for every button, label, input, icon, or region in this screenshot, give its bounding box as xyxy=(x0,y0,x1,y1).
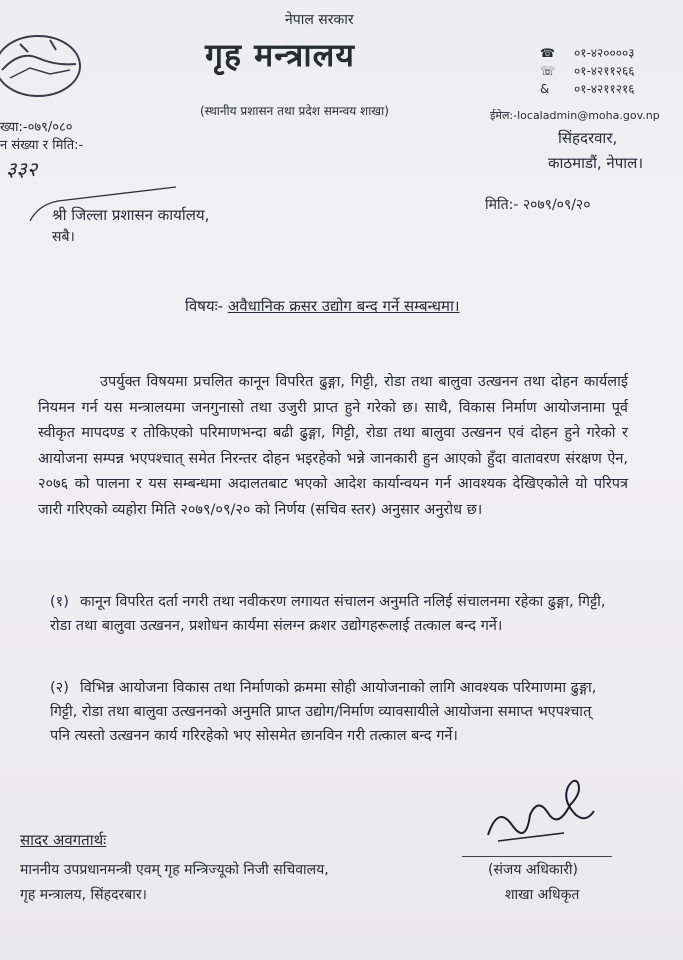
cc-recipient-line-1: माननीय उपप्रधानमन्त्री एवम् गृह मन्त्रिज्यूको निजी सचिवालय, xyxy=(20,862,329,878)
item-number: (२) xyxy=(50,680,69,696)
subject-line xyxy=(185,296,460,316)
address-line-2: काठमाडौं, नेपाल। xyxy=(548,154,644,172)
subject-text: अवैधानिक क्रसर उद्योग बन्द गर्ने सम्बन्धमा। xyxy=(227,297,460,315)
nepal-emblem-icon xyxy=(0,30,90,100)
phone-symbol-icon: & xyxy=(540,82,550,96)
cc-recipient-line-2: गृह मन्त्रालय, सिंहदरबार। xyxy=(20,887,147,903)
item-number: (१) xyxy=(50,594,69,610)
body-text: उपर्युक्त विषयमा प्रचलित कानून विपरित ढुङ्गा, गिट्टी, रोडा तथा बालुवा उत्खनन तथा दोहन कार्यलाई नियमन गर्न यस मन्त्रालयमा जनगुनासो तथा उजुरी प्राप्त हुने गरेको छ। साथै, विकास निर्माण आयोजनामा पूर्व स्वीकृत मापदण्ड र तोकिएको परिमाणभन्दा बढी ढुङ्गा, गिट्टी, रोडा तथा बालुवा उत्खनन एवं दोहन हुने गरेको र आयोजना सम्पन्न भएपश्चात् समेत निरन्तर दोहन भइरहेको भन्ने जानकारी हुन आएको हुँदा वातावरण संरक्षण ऐन, २०७६ को पालना र यस सम्बन्धमा अदालतबाट भएको आदेश कार्यान्वयन गर्न आवश्यक देखिएकोले यो परिपत्र जारी गरिएको व्यहोरा मिति २०७९/०९/२० को निर्णय (सचिव स्तर) अनुसार अनुरोध छ। xyxy=(38,374,628,518)
dispatch-label: न संख्या र मिति:- xyxy=(0,138,84,153)
list-item xyxy=(50,676,610,748)
phone-number: ०१-४२११२६६ xyxy=(574,64,635,78)
division-name: (स्थानीय प्रशासन तथा प्रदेश समन्वय शाखा) xyxy=(200,104,389,118)
ministry-title: गृह मन्त्रालय xyxy=(205,36,355,74)
body-paragraph xyxy=(38,370,628,523)
fax-icon: ☏ xyxy=(540,64,556,78)
government-heading: नेपाल सरकार xyxy=(285,12,354,28)
subject-label: विषयः- xyxy=(185,297,224,315)
phone-number: ०१-४२११२१६ xyxy=(574,82,635,96)
recipient-office: श्री जिल्ला प्रशासन कार्यालय, xyxy=(52,206,210,224)
phone-list xyxy=(540,44,635,98)
telephone-icon: ☎ xyxy=(540,46,555,60)
signature-line xyxy=(462,856,612,857)
recipient-scope: सबै। xyxy=(52,229,75,245)
phone-number: ०१-४२००००३ xyxy=(574,46,635,60)
signatory-name: (संजय अधिकारी) xyxy=(488,862,579,878)
handwritten-signature xyxy=(478,775,598,855)
signatory-designation: शाखा अधिकृत xyxy=(505,887,580,903)
email-address: ईमेल:-localadmin@moha.gov.np xyxy=(490,109,660,122)
letter-number: ख्या:-०७९/०८० xyxy=(0,120,73,135)
cc-heading: सादर अवगतार्थः xyxy=(20,831,107,849)
item-text: विभिन्न आयोजना विकास तथा निर्माणको क्रममा सोही आयोजनाको लागि आवश्यक परिमाणमा ढुङ्गा, गिट्टी, रोडा तथा बालुवा उत्खननको अनुमति प्राप्त उद्योग/निर्माण व्यावसायीले आयोजना समाप्त भएपश्चात् पनि त्यस्तो उत्खनन कार्य गरिरहेको भए सोसमेत छानविन गरी तत्काल बन्द गर्ने। xyxy=(50,680,597,744)
dispatch-number: ३३२ xyxy=(6,157,38,181)
address-line-1: सिंहदरवार, xyxy=(558,129,618,147)
list-item xyxy=(50,590,610,638)
letter-date: मिति:- २०७९/०९/२० xyxy=(485,197,591,213)
item-text: कानून विपरित दर्ता नगरी तथा नवीकरण लगायत संचालन अनुमति नलिई संचालनमा रहेका ढुङ्गा, गिट्टी, रोडा तथा बालुवा उत्खनन, प्रशोधन कार्यमा संलग्न क्रशर उद्योगहरूलाई तत्काल बन्द गर्ने। xyxy=(50,594,606,634)
